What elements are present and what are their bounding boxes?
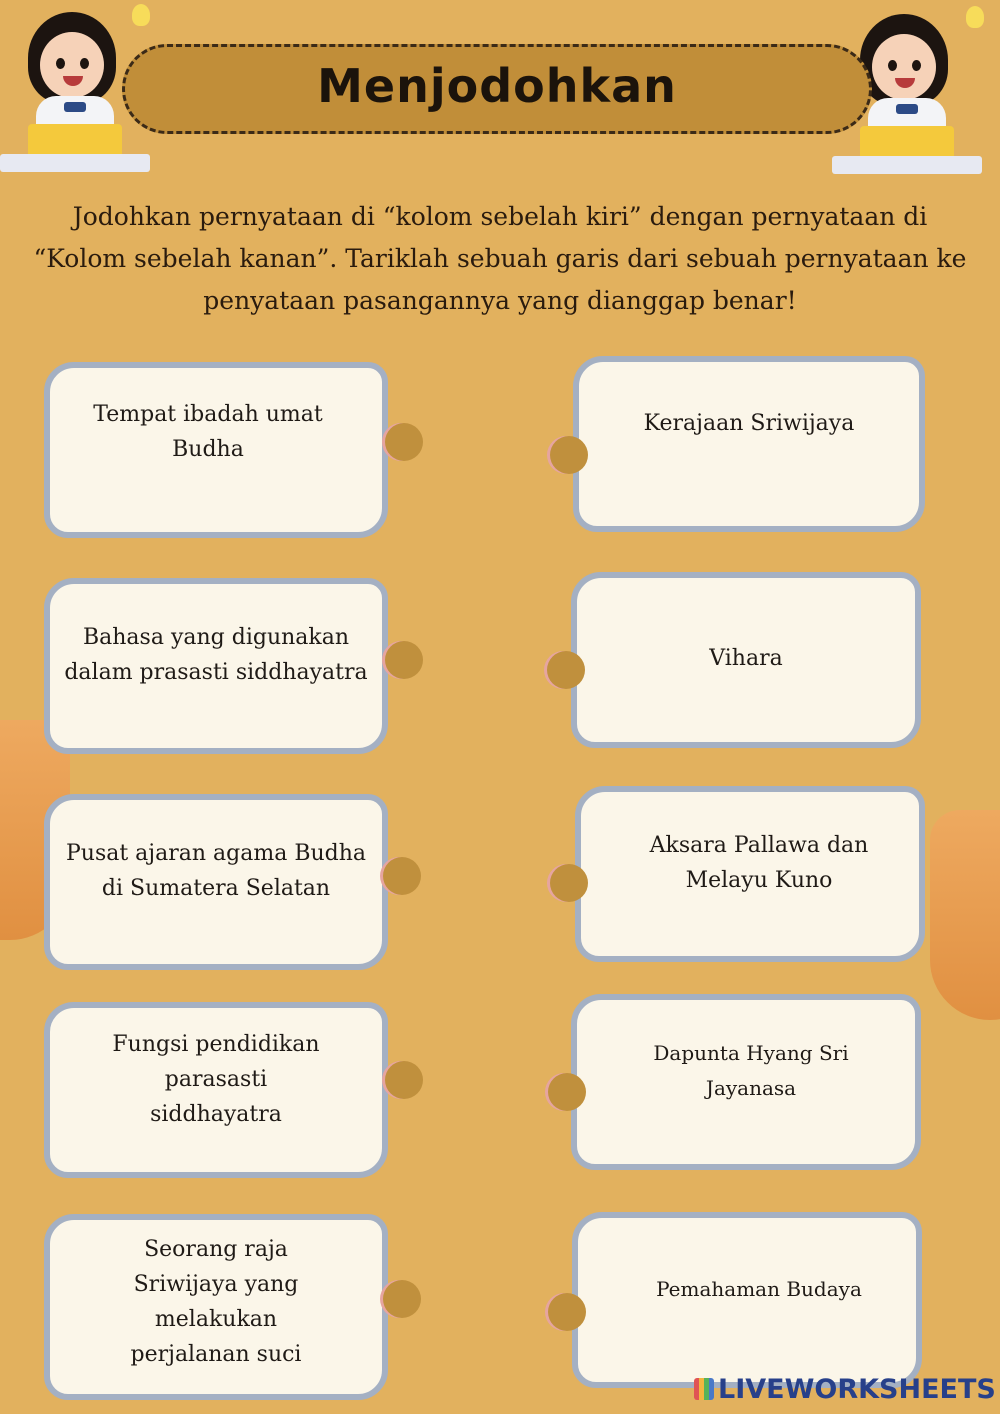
page-title: Menjodohkan [317, 59, 677, 113]
left-statement-card [44, 794, 388, 970]
left-statement-text: Seorang raja Sriwijaya yang melakukan perjalanan suci [130, 1237, 302, 1367]
left-connector-dot[interactable] [385, 641, 423, 679]
right-statement-card [572, 1212, 922, 1388]
right-statement-text: Dapunta Hyang Sri Jayanasa [653, 1041, 849, 1100]
right-statement-text: Kerajaan Sriwijaya [643, 410, 855, 436]
right-connector-dot[interactable] [548, 1073, 586, 1111]
lightbulb-icon [132, 4, 150, 26]
left-connector-dot[interactable] [383, 857, 421, 895]
right-statement-card [575, 786, 925, 962]
logo-text: LIVEWORKSHEETS [718, 1374, 996, 1405]
right-connector-dot[interactable] [547, 651, 585, 689]
right-statement-card [571, 572, 921, 748]
right-connector-dot[interactable] [550, 864, 588, 902]
instructions-line: penyataan pasangannya yang dianggap benar! [203, 286, 797, 315]
right-statement-card [573, 356, 925, 532]
left-statement-card [44, 362, 388, 538]
left-statement-card [44, 1002, 388, 1178]
liveworksheets-icon [694, 1378, 714, 1400]
left-connector-dot[interactable] [383, 1280, 421, 1318]
right-connector-dot[interactable] [548, 1293, 586, 1331]
left-statement-card [44, 578, 388, 754]
left-statement-text: Pusat ajaran agama Budha di Sumatera Selatan [65, 841, 367, 901]
left-connector-dot[interactable] [385, 1061, 423, 1099]
instructions-line: “Kolom sebelah kanan”. Tariklah sebuah garis dari sebuah pernyataan ke [33, 244, 967, 273]
right-statement-text: Vihara [709, 645, 783, 671]
right-statement-card [571, 994, 921, 1170]
left-statement-card [44, 1214, 388, 1400]
lightbulb-icon [966, 6, 984, 28]
left-statement-text: Bahasa yang digunakan dalam prasasti siddhayatra [64, 625, 368, 685]
right-statement-text: Pemahaman Budaya [656, 1276, 862, 1301]
instructions-line: Jodohkan pernyataan di “kolom sebelah kiri” dengan pernyataan di [72, 202, 928, 231]
instructions [20, 196, 980, 322]
left-statement-text: Fungsi pendidikan parasasti siddhayatra [112, 1031, 320, 1127]
right-statement-text: Aksara Pallawa dan Melayu Kuno [649, 833, 869, 893]
left-statement-text: Tempat ibadah umat Budha [93, 402, 323, 462]
lamp-decoration-right [930, 810, 1000, 1020]
title-banner [122, 44, 872, 134]
right-connector-dot[interactable] [550, 436, 588, 474]
liveworksheets-logo [694, 1374, 996, 1405]
left-connector-dot[interactable] [385, 423, 423, 461]
